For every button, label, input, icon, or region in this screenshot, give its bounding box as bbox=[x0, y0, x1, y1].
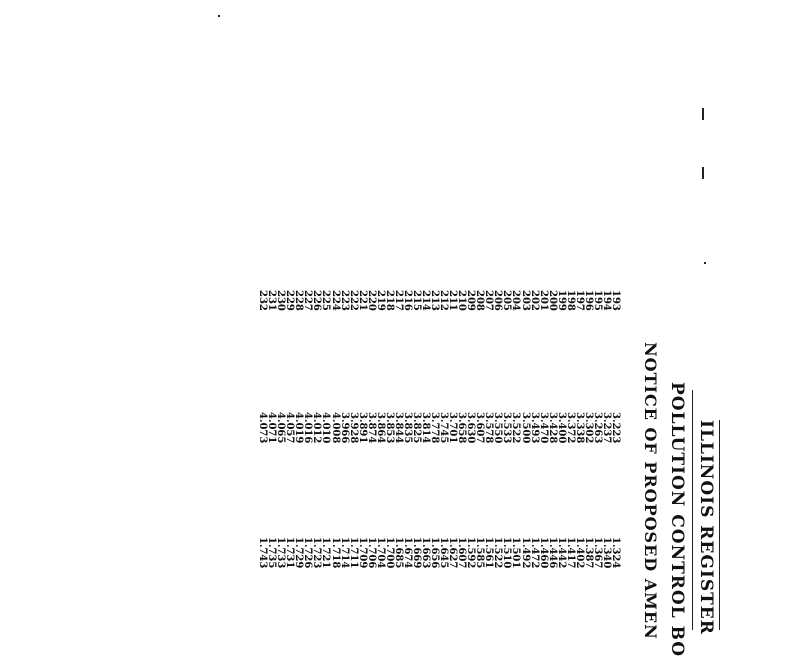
table-cell: 1.367 bbox=[591, 537, 603, 569]
table-row bbox=[394, 290, 403, 597]
table-cell: 1.706 bbox=[365, 537, 377, 569]
table-row bbox=[530, 290, 539, 597]
table-cell: 227 bbox=[302, 290, 314, 311]
table-cell: 1.627 bbox=[447, 537, 459, 569]
table-row bbox=[439, 290, 448, 597]
table-cell: 3.237 bbox=[600, 412, 612, 444]
table-cell: 3.966 bbox=[338, 412, 350, 444]
table-cell: 3.630 bbox=[465, 412, 477, 444]
table-cell: 3.522 bbox=[510, 412, 522, 444]
table-cell: 4.008 bbox=[329, 412, 341, 444]
table-row bbox=[457, 290, 466, 597]
table-cell: 210 bbox=[456, 290, 468, 311]
table-cell: 1.729 bbox=[293, 537, 305, 569]
table-cell: 203 bbox=[519, 290, 531, 311]
table-row bbox=[611, 290, 620, 597]
table-cell: 3.428 bbox=[546, 412, 558, 444]
table-row bbox=[276, 290, 285, 597]
table-cell: 4.010 bbox=[320, 412, 332, 444]
table-cell: 205 bbox=[501, 290, 513, 311]
table-cell: 1.585 bbox=[474, 537, 486, 569]
table-cell: 207 bbox=[483, 290, 495, 311]
table-cell: 1.711 bbox=[347, 537, 359, 569]
table-cell: 1.674 bbox=[401, 537, 413, 569]
table-cell: 3.853 bbox=[383, 412, 395, 444]
table-cell: 196 bbox=[582, 290, 594, 311]
table-row bbox=[539, 290, 548, 597]
table-cell: 3.745 bbox=[438, 412, 450, 444]
table-cell: 1.721 bbox=[320, 537, 332, 569]
table-cell: 200 bbox=[546, 290, 558, 311]
table-cell: 1.700 bbox=[383, 537, 395, 569]
table-cell: 222 bbox=[347, 290, 359, 311]
table-row bbox=[421, 290, 430, 597]
table-row bbox=[602, 290, 611, 597]
table-cell: 3.372 bbox=[564, 412, 576, 444]
table-cell: 3.825 bbox=[410, 412, 422, 444]
table-cell: 1.472 bbox=[528, 537, 540, 569]
table-cell: 3.470 bbox=[537, 412, 549, 444]
table-row bbox=[493, 290, 502, 597]
table-row bbox=[412, 290, 421, 597]
table-cell: 1.501 bbox=[510, 537, 522, 569]
table-cell: 225 bbox=[320, 290, 332, 311]
table-row bbox=[520, 290, 529, 597]
table-row bbox=[475, 290, 484, 597]
table-cell: 1.442 bbox=[555, 537, 567, 569]
table-cell: 3.550 bbox=[492, 412, 504, 444]
table-cell: 3.864 bbox=[374, 412, 386, 444]
table-cell: 1.510 bbox=[501, 537, 513, 569]
table-cell: 1.726 bbox=[302, 537, 314, 569]
table-cell: 230 bbox=[275, 290, 287, 311]
board-title: POLLUTION CONTROL BO bbox=[667, 382, 687, 657]
scan-mark-tick-1 bbox=[702, 108, 704, 120]
table-cell: 197 bbox=[573, 290, 585, 311]
table-cell: 228 bbox=[293, 290, 305, 311]
table-cell: 1.522 bbox=[492, 537, 504, 569]
table-cell: 1.731 bbox=[284, 537, 296, 569]
table-cell: 209 bbox=[465, 290, 477, 311]
table-cell: 4.016 bbox=[302, 412, 314, 444]
table-cell: 4.065 bbox=[275, 412, 287, 444]
table-cell: 217 bbox=[392, 290, 404, 311]
table-row bbox=[358, 290, 367, 597]
table-cell: 1.718 bbox=[329, 537, 341, 569]
table-row bbox=[321, 290, 330, 597]
table-cell: 208 bbox=[474, 290, 486, 311]
table-cell: 201 bbox=[537, 290, 549, 311]
table-row bbox=[466, 290, 475, 597]
table-row bbox=[403, 290, 412, 597]
table-cell: 3.658 bbox=[456, 412, 468, 444]
table-cell: 1.685 bbox=[392, 537, 404, 569]
table-cell: 223 bbox=[338, 290, 350, 311]
table-cell: 193 bbox=[610, 290, 621, 311]
table-row bbox=[430, 290, 439, 597]
table-row bbox=[385, 290, 394, 597]
scan-mark-dot bbox=[218, 15, 220, 17]
register-title: ILLINOIS REGISTER bbox=[696, 420, 716, 635]
table-row bbox=[566, 290, 575, 597]
table-cell: 3.533 bbox=[501, 412, 513, 444]
table-cell: 226 bbox=[311, 290, 323, 311]
table-row bbox=[267, 290, 276, 597]
table-cell: 3.835 bbox=[401, 412, 413, 444]
table-cell: 1.402 bbox=[573, 537, 585, 569]
table-cell: 206 bbox=[492, 290, 504, 311]
table-row bbox=[448, 290, 457, 597]
table-cell: 231 bbox=[266, 290, 278, 311]
table-cell: 198 bbox=[564, 290, 576, 311]
table-cell: 229 bbox=[284, 290, 296, 311]
table-cell: 232 bbox=[257, 290, 269, 311]
table-cell: 194 bbox=[600, 290, 612, 311]
table-row bbox=[376, 290, 385, 597]
table-row bbox=[340, 290, 349, 597]
table-cell: 214 bbox=[420, 290, 432, 311]
table-cell: 3.701 bbox=[447, 412, 459, 444]
table-cell: 3.500 bbox=[519, 412, 531, 444]
table-row bbox=[548, 290, 557, 597]
table-cell: 3.400 bbox=[555, 412, 567, 444]
table-cell: 3.263 bbox=[591, 412, 603, 444]
table-cell: 1.735 bbox=[266, 537, 278, 569]
table-row bbox=[349, 290, 358, 597]
table-cell: 202 bbox=[528, 290, 540, 311]
table-cell: 199 bbox=[555, 290, 567, 311]
table-row bbox=[294, 290, 303, 597]
table-row bbox=[584, 290, 593, 597]
table-cell: 3.814 bbox=[420, 412, 432, 444]
table-cell: 1.592 bbox=[465, 537, 477, 569]
table-cell: 1.607 bbox=[456, 537, 468, 569]
table-cell: 218 bbox=[383, 290, 395, 311]
table-cell: 3.493 bbox=[528, 412, 540, 444]
table-cell: 1.714 bbox=[338, 537, 350, 569]
notice-title: NOTICE OF PROPOSED AMEN bbox=[641, 342, 660, 640]
table-cell: 3.338 bbox=[573, 412, 585, 444]
table-cell: 3.891 bbox=[356, 412, 368, 444]
table-cell: 3.578 bbox=[483, 412, 495, 444]
table-row bbox=[285, 290, 294, 597]
data-table bbox=[258, 290, 620, 597]
table-cell: 1.561 bbox=[483, 537, 495, 569]
table-cell: 3.844 bbox=[392, 412, 404, 444]
table-cell: 224 bbox=[329, 290, 341, 311]
table-row bbox=[312, 290, 321, 597]
header-top-rule bbox=[719, 420, 720, 630]
table-cell: 3.874 bbox=[365, 412, 377, 444]
table-row bbox=[258, 290, 267, 597]
table-cell: 1.645 bbox=[438, 537, 450, 569]
table-cell: 221 bbox=[356, 290, 368, 311]
header-rule bbox=[692, 390, 693, 630]
table-cell: 1.324 bbox=[610, 537, 621, 569]
table-cell: 1.669 bbox=[410, 537, 422, 569]
table-row bbox=[557, 290, 566, 597]
table-cell: 1.446 bbox=[546, 537, 558, 569]
table-row bbox=[367, 290, 376, 597]
table-cell: 1.733 bbox=[275, 537, 287, 569]
table-cell: 220 bbox=[365, 290, 377, 311]
table-cell: 4.012 bbox=[311, 412, 323, 444]
table-cell: 213 bbox=[429, 290, 441, 311]
table-cell: 1.663 bbox=[420, 537, 432, 569]
table-cell: 1.340 bbox=[600, 537, 612, 569]
table-cell: 1.656 bbox=[429, 537, 441, 569]
table-cell: 1.709 bbox=[356, 537, 368, 569]
table-cell: 3.607 bbox=[474, 412, 486, 444]
table-cell: 219 bbox=[374, 290, 386, 311]
table-row bbox=[593, 290, 602, 597]
table-cell: 195 bbox=[591, 290, 603, 311]
table-cell: 204 bbox=[510, 290, 522, 311]
table-cell: 3.223 bbox=[610, 412, 621, 444]
table-row bbox=[511, 290, 520, 597]
table-cell: 4.057 bbox=[284, 412, 296, 444]
table-cell: 1.492 bbox=[519, 537, 531, 569]
table-row bbox=[303, 290, 312, 597]
table-row bbox=[502, 290, 511, 597]
table-cell: 211 bbox=[447, 290, 459, 311]
table-cell: 4.073 bbox=[257, 412, 269, 444]
table-cell: 212 bbox=[438, 290, 450, 311]
table-cell: 1.704 bbox=[374, 537, 386, 569]
table-cell: 215 bbox=[410, 290, 422, 311]
scan-mark-dot-2 bbox=[704, 262, 706, 264]
table-cell: 3.928 bbox=[347, 412, 359, 444]
table-row bbox=[484, 290, 493, 597]
table-cell: 1.417 bbox=[564, 537, 576, 569]
table-cell: 1.387 bbox=[582, 537, 594, 569]
table-row bbox=[575, 290, 584, 597]
table-cell: 1.460 bbox=[537, 537, 549, 569]
table-cell: 1.723 bbox=[311, 537, 323, 569]
table-cell: 3.302 bbox=[582, 412, 594, 444]
table-cell: 4.019 bbox=[293, 412, 305, 444]
table-cell: 3.778 bbox=[429, 412, 441, 444]
table-cell: 216 bbox=[401, 290, 413, 311]
scan-mark-tick-2 bbox=[702, 167, 704, 179]
table-cell: 1.743 bbox=[257, 537, 269, 569]
table-row bbox=[331, 290, 340, 597]
table-cell: 4.071 bbox=[266, 412, 278, 444]
